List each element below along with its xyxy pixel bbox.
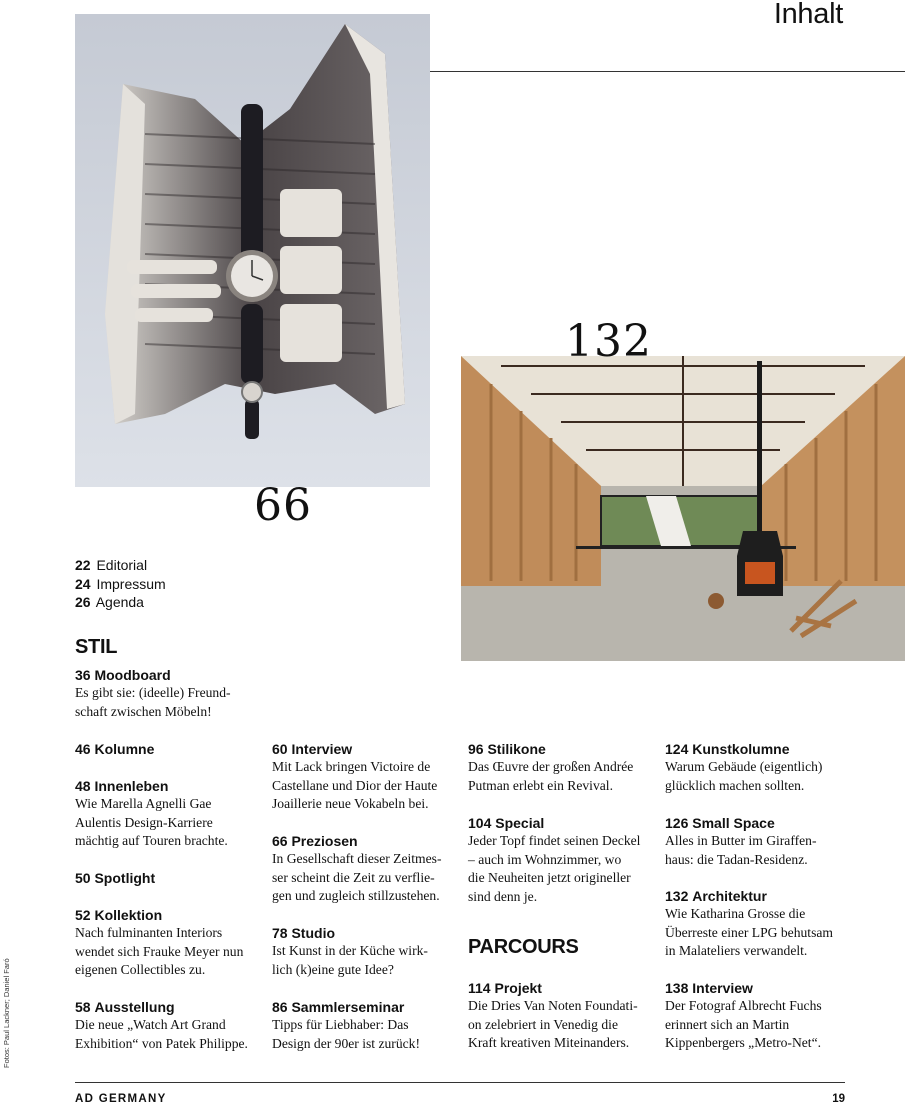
toc-entry-kolumne[interactable] [75,740,265,758]
page-number: 132 [665,888,689,904]
page-number: 50 [75,870,91,886]
toc-entry-studio[interactable]: 78 Studio Ist Kunst in der Küche wirk- lich (k)eine gute Idee? [272,925,428,977]
toc-entry-projekt[interactable]: 114 Projekt Die Dries Van Noten Foundati- on zelebriert in Venedig die Kraft kreativen Miteinanders. [468,980,638,1050]
entry-title: Architektur [692,888,767,904]
entry-title[interactable]: Agenda [95,594,144,610]
page-number: 48 [75,778,91,794]
toc-entry-special[interactable]: 104 Special Jeder Topf findet seinen Deckel – auch im Wohnzimmer, wo die Neuheiten jetzt origineller sind denn je. [468,815,641,904]
entry-title[interactable]: Editorial [96,557,148,573]
toc-entry-moodboard[interactable]: 36 Moodboard Es gibt sie: (ideelle) Freund- schaft zwischen Möbeln! [75,667,231,719]
toc-entry-kollektion[interactable]: 52 Kollektion Nach fulminanten Interiors wendet sich Frauke Meyer nun eigenen Collectibles zu. [75,907,244,977]
page-number: 96 [468,741,484,757]
frontmatter-list [75,556,166,612]
list-item [75,593,166,612]
entry-title: Special [495,815,545,831]
page-number: 22 [75,557,91,573]
photo-credit: Fotos: Paul Lackner; Daniel Faró [2,958,11,1068]
page-number: 114 [468,980,491,996]
section-heading-parcours: PARCOURS [468,936,579,958]
list-item [75,575,166,594]
toc-entry-preziosen[interactable]: 66 Preziosen In Gesellschaft dieser Zeitmes- ser scheint die Zeit zu verflie- gen und zugleich stillzustehen. [272,833,442,903]
entry-title: Stilikone [487,741,546,757]
entry-title: Interview [692,980,753,996]
magazine-name: AD GERMANY [75,1093,167,1105]
page-number: 24 [75,575,91,592]
entry-title: Preziosen [291,833,358,849]
entry-title: Projekt [494,980,542,996]
section-heading-stil: STIL [75,636,118,658]
watch-page-number: 66 [254,480,312,531]
entry-title: Studio [291,925,336,941]
page-number: 104 [468,815,492,831]
toc-entry-stilikone[interactable]: 96 Stilikone Das Œuvre der großen Andrée Putman erlebt ein Revival. [468,741,634,793]
folio-page-number: 19 [832,1093,845,1105]
page-number: 126 [665,815,689,831]
entry-title[interactable]: Impressum [96,575,166,592]
toc-entry-small-space[interactable]: 126 Small Space Alles in Butter im Giraffen- haus: die Tadan-Residenz. [665,815,817,867]
toc-entry-ausstellung[interactable]: 58 Ausstellung Die neue „Watch Art Grand Exhibition“ von Patek Philippe. [75,999,248,1051]
page-number: 52 [75,907,91,923]
hall-photo [461,356,905,661]
page-number: 58 [75,999,91,1015]
watch-photo [75,14,430,487]
entry-title: Ausstellung [94,999,175,1015]
page-number: 86 [272,999,288,1015]
toc-entry-sammlerseminar[interactable]: 86 Sammlerseminar Tipps für Liebhaber: Das Design der 90er ist zurück! [272,999,420,1051]
page-number: 26 [75,594,91,610]
entry-title: Interview [291,741,353,757]
page-number: 60 [272,741,288,757]
entry-title: Spotlight [94,870,156,886]
entry-title: Moodboard [94,667,171,683]
footer-divider [75,1082,845,1083]
page-number: 36 [75,667,91,683]
toc-entry-interview-60[interactable]: 60 Interview Mit Lack bringen Victoire de Castellane und Dior der Haute Joaillerie neue Vokabeln bei. [272,741,438,811]
page-number: 138 [665,980,689,996]
entry-title: Innenleben [94,778,169,794]
list-item [75,556,166,575]
page-title: Inhalt [773,0,843,30]
entry-title: Small Space [692,815,775,831]
page-number: 46 [75,741,91,757]
toc-entry-innenleben[interactable]: 48 Innenleben Wie Marella Agnelli Gae Aulentis Design-Karriere mächtig auf Touren brachte. [75,778,228,848]
page-number: 66 [272,833,288,849]
toc-entry-kunstkolumne[interactable]: 124 Kunstkolumne Warum Gebäude (eigentlich) glücklich machen sollten. [665,741,823,793]
header-divider [430,71,905,72]
entry-title: Kunstkolumne [692,741,790,757]
toc-entry-architektur[interactable]: 132 Architektur Wie Katharina Grosse die Überreste einer LPG behutsam in Malateliers verwandelt. [665,888,833,958]
page-number: 78 [272,925,288,941]
toc-entry-interview-138[interactable]: 138 Interview Der Fotograf Albrecht Fuchs erinnert sich an Martin Kippenbergers „Metro-Net“. [665,980,822,1050]
page-number: 124 [665,741,689,757]
entry-title: Kolumne [94,741,155,757]
entry-title: Sammlerseminar [291,999,405,1015]
entry-title: Kollektion [94,907,163,923]
toc-entry-spotlight[interactable] [75,869,265,887]
hall-page-number: 132 [565,316,652,367]
